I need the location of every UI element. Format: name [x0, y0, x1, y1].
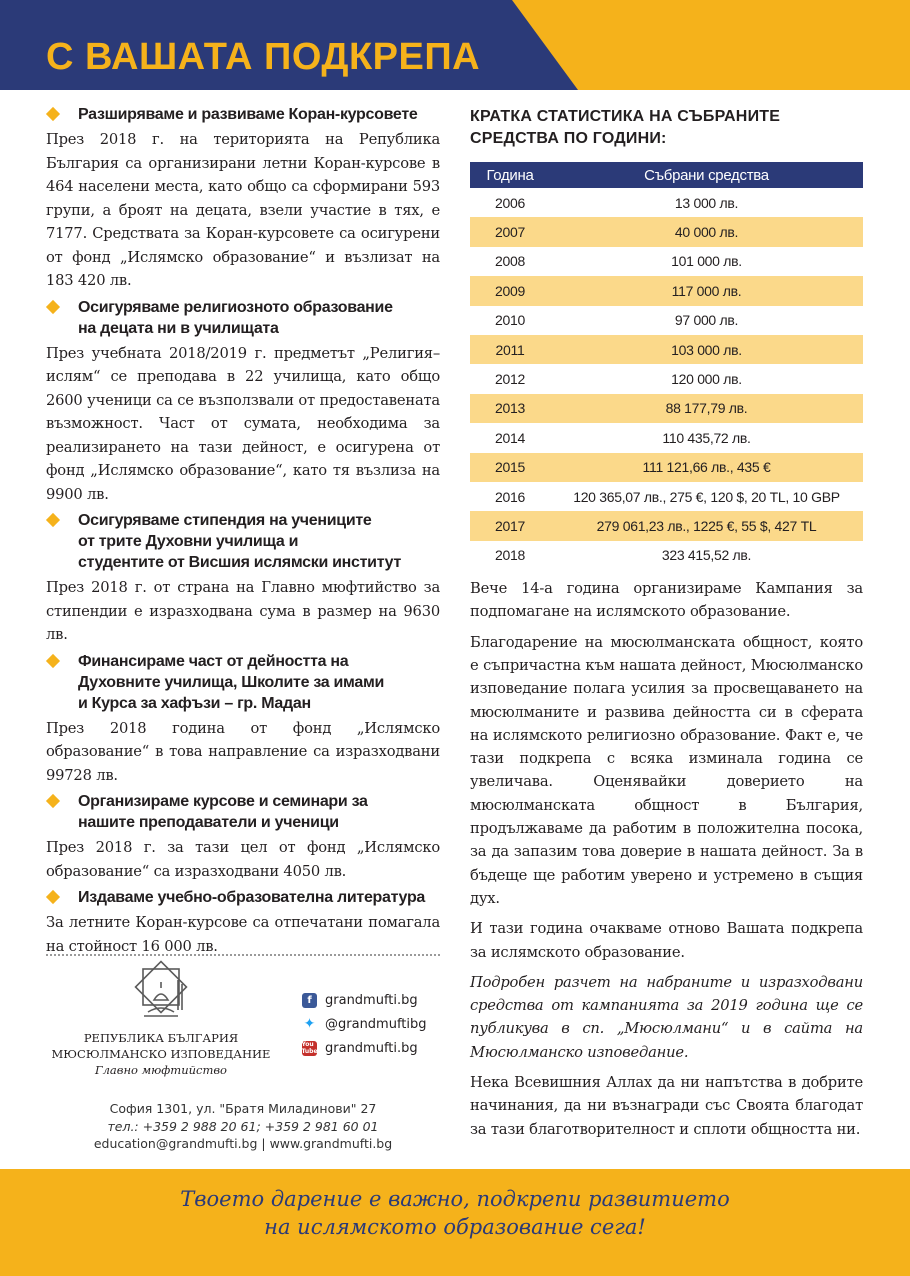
section-text: През 2018 г. на територията на Република България са организирани летни Коран-курсове в 464 населени места, като общо са сформирани 593 групи, а броят на децата, взели участие в тях, е 7177. Средствата за Коран-курсовете са осигурени от фонд „Ислямско образование“ и възлизат на 183 420 лв. [46, 131, 440, 289]
cell-amount: 40 000 лв. [550, 217, 863, 246]
table-row [470, 188, 863, 217]
table-row [470, 541, 863, 570]
table-row [470, 306, 863, 335]
table-row [470, 482, 863, 511]
cell-year: 2016 [495, 488, 525, 505]
cell-amount: 103 000 лв. [550, 335, 863, 364]
section-title: Организираме курсове и семинари за нашите преподаватели и ученици [46, 791, 440, 833]
org-line-republic: РЕПУБЛИКА БЪЛГАРИЯ [83, 1031, 239, 1045]
section-koran-courses [46, 104, 440, 293]
section-text: През 2018 г. за тази цел от фонд „Ислямско образование“ са изразходвани 4050 лв. [46, 839, 440, 880]
cell-year: 2008 [495, 253, 525, 270]
diamond-bullet-icon [46, 653, 60, 667]
twitter-link[interactable] [302, 1012, 452, 1036]
cell-year: 2018 [495, 547, 525, 564]
organization-block [46, 960, 276, 1080]
footer-slogan: Твоето дарение е важно, подкрепи развитието на ислямското образование сега! [180, 1187, 730, 1239]
paragraph-expectation: И тази година очакваме отново Вашата подкрепа за ислямското образование. [470, 920, 863, 961]
page-title: С ВАШАТА ПОДКРЕПА [46, 36, 481, 78]
footer-banner [0, 1169, 910, 1276]
diamond-bullet-icon [46, 890, 60, 904]
section-title: Финансираме част от дейността на Духовните училища, Школите за имами и Курса за хафъзи – гр. Мадан [46, 651, 440, 714]
contact-info [46, 1100, 440, 1153]
youtube-icon: You Tube [301, 1041, 318, 1055]
twitter-icon: ✦ [303, 1016, 316, 1032]
diamond-bullet-icon [46, 794, 60, 808]
paragraph-community: Благодарение на мюсюлманската общност, която е съпричастна към нашата дейност, Мюсюлманско изповедание полага усилия за просвещаването на мюсюлманите и развива дейността си в сферата на ислямското религиозно образование. Факт е, че тази подкрепа с всяка изминала година се увеличава. Оценявайки доверието на мюсюлманската общност в България, продължаваме да работим в положителна посока, за да запазим това доверие в нашата дейност. За в бъдеще ще работим уверено и устремено в същия дух. [470, 633, 863, 907]
funds-table [470, 162, 863, 570]
table-row [470, 217, 863, 246]
cell-amount: 110 435,72 лв. [662, 429, 751, 446]
contact-email-web: education@grandmufti.bg | www.grandmufti.bg [93, 1136, 393, 1151]
twitter-handle: @grandmuftibg [325, 1016, 427, 1032]
mufti-logo-icon [130, 960, 192, 1026]
section-title: Осигуряваме стипендия на учениците от трите Духовни училища и студентите от Висшия ислямски институт [46, 510, 440, 573]
table-row [470, 423, 863, 452]
table-row [470, 364, 863, 393]
section-text: През 2018 година от фонд „Ислямско образование“ в това направление са изразходвани 99728 лв. [46, 719, 440, 784]
cell-year: 2010 [495, 312, 525, 329]
cell-year: 2012 [495, 371, 525, 388]
table-row [470, 394, 863, 423]
cell-amount: 13 000 лв. [674, 194, 739, 211]
section-seminars [46, 791, 440, 883]
paragraph-blessing: Нека Всевишния Аллах да ни напътства в добрите начинания, да ни възнагради със Своята благодат за тази благотворителност и сплоти общността ни. [470, 1074, 863, 1138]
section-text: През 2018 г. от страна на Главно мюфтийство за стипендии е изразходвана сума в размер на 9630 лв. [46, 579, 440, 643]
cell-amount: 279 061,23 лв., 1225 €, 55 $, 427 TL [550, 511, 863, 540]
table-row [470, 247, 863, 276]
cell-amount: 117 000 лв. [550, 276, 863, 305]
cell-year: 2007 [470, 217, 550, 246]
section-title: Разширяваме и развиваме Коран-курсовете [46, 104, 440, 125]
social-links [302, 988, 452, 1060]
facebook-handle: grandmufti.bg [325, 992, 418, 1008]
section-title: Осигуряваме религиозното образование на децата ни в училищата [46, 297, 440, 339]
cell-year: 2014 [495, 429, 525, 446]
contact-phones: тел.: +359 2 988 20 61; +359 2 981 60 01 [107, 1118, 379, 1134]
organization-name [46, 1030, 276, 1078]
table-body [470, 188, 863, 570]
section-text: За летните Коран-курсове са отпечатани помагала на стойност 16 000 лв. [46, 914, 440, 955]
cell-amount: 88 177,79 лв. [550, 394, 863, 423]
cell-amount: 111 121,66 лв., 435 € [550, 453, 863, 482]
column-header-amount: Събрани средства [550, 162, 863, 188]
diamond-bullet-icon [46, 299, 60, 313]
section-scholarships [46, 510, 440, 647]
header-banner [0, 0, 910, 90]
section-title: Издаваме учебно-образователна литература [46, 887, 440, 908]
section-literature [46, 887, 440, 958]
youtube-handle: grandmufti.bg [325, 1040, 418, 1056]
dotted-divider [46, 954, 440, 956]
cell-year: 2015 [470, 453, 550, 482]
facebook-icon: f [302, 993, 317, 1008]
section-religious-education [46, 297, 440, 507]
cell-year: 2009 [470, 276, 550, 305]
cell-amount: 101 000 лв. [671, 253, 742, 270]
org-line-mufti: Главно мюфтийство [95, 1063, 227, 1077]
cell-amount: 323 415,52 лв. [661, 547, 752, 564]
left-column [46, 104, 440, 962]
cell-amount: 120 000 лв. [671, 371, 742, 388]
table-row [470, 511, 863, 540]
diamond-bullet-icon [46, 513, 60, 527]
section-text: През учебната 2018/2019 г. предметът „Религия–ислям“ се преподава в 22 училища, като общо 2600 ученици са се възползвали от предоставената възможност. Част от сумата, необходима за реализирането на тази дейност, е осигурена от фонд „Ислямско образование“, като тя възлиза на 9900 лв. [46, 344, 440, 503]
table-row [470, 276, 863, 305]
table-row [470, 335, 863, 364]
diamond-bullet-icon [46, 107, 60, 121]
table-header-row [470, 162, 863, 188]
paragraph-campaign: Вече 14-а година организираме Кампания за подпомагане на ислямското образование. [470, 580, 863, 621]
cell-year: 2011 [470, 335, 550, 364]
cell-year: 2013 [470, 394, 550, 423]
paragraph-report-note: Подробен разчет на набраните и изразходвани средства от кампанията за 2019 година ще се публикува в сп. „Мюсюлмани“ и в сайта на Мюсюлманско изповедание. [470, 973, 863, 1061]
cell-year: 2017 [470, 511, 550, 540]
cell-year: 2006 [495, 194, 525, 211]
cell-amount: 120 365,07 лв., 275 €, 120 $, 20 TL, 10 GBP [573, 488, 840, 505]
stats-title: КРАТКА СТАТИСТИКА НА СЪБРАНИТЕ СРЕДСТВА ПО ГОДИНИ: [470, 108, 781, 147]
section-schools-funding [46, 651, 440, 788]
youtube-link[interactable] [302, 1036, 452, 1060]
column-header-year: Година [470, 162, 550, 188]
table-row [470, 453, 863, 482]
right-column [470, 106, 863, 1141]
cell-amount: 97 000 лв. [674, 312, 739, 329]
org-line-confession: МЮСЮЛМАНСКО ИЗПОВЕДАНИЕ [51, 1047, 271, 1061]
contact-address: София 1301, ул. "Братя Миладинови" 27 [109, 1101, 377, 1116]
facebook-link[interactable] [302, 988, 452, 1012]
